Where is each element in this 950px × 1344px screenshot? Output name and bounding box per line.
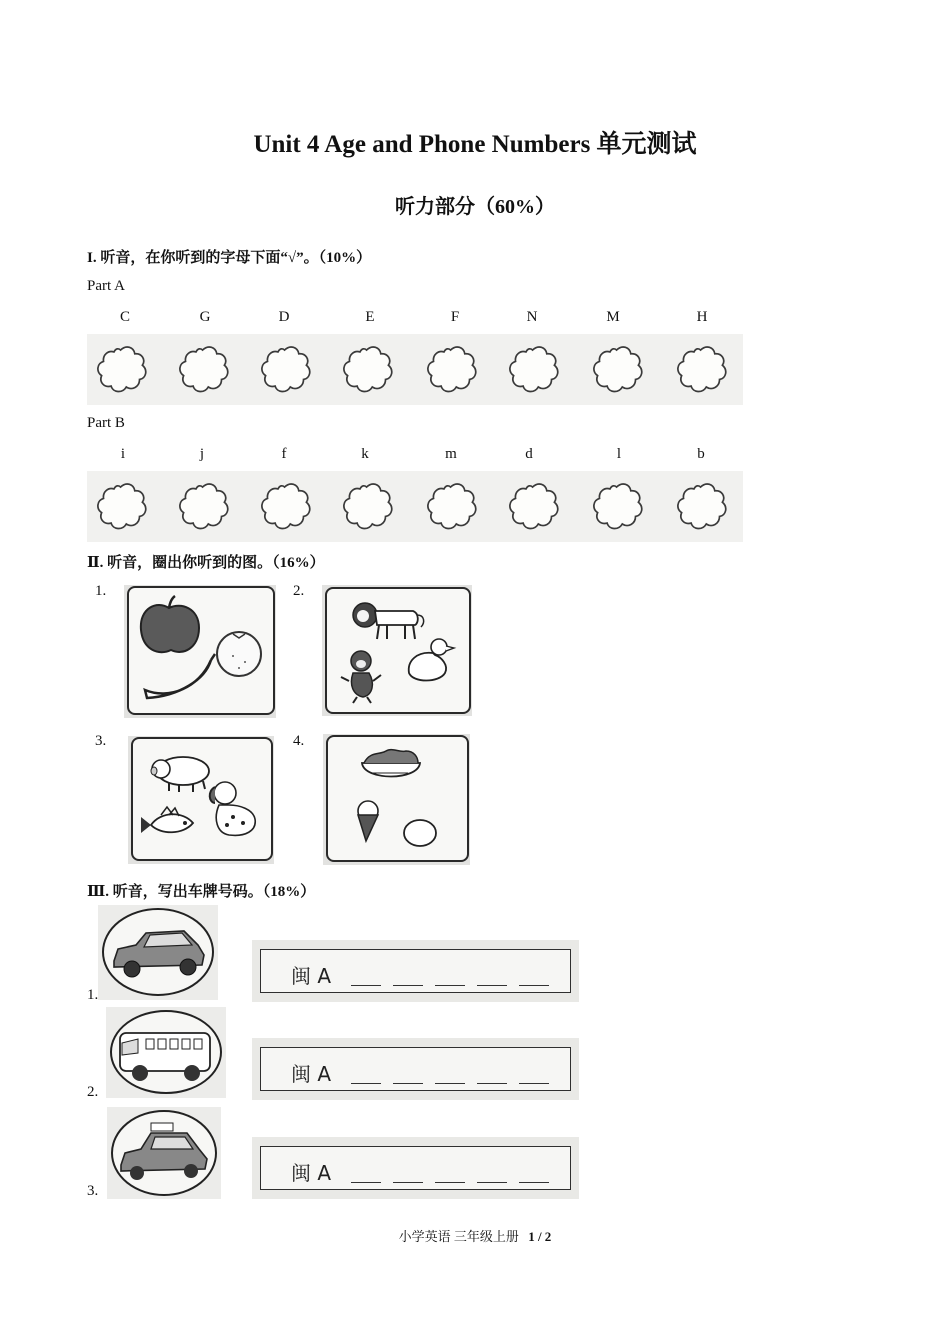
- flower-answer-box[interactable]: [341, 479, 395, 533]
- plate-blank[interactable]: [477, 1083, 507, 1084]
- egg-icon: [404, 820, 436, 846]
- flower-answer-box[interactable]: [259, 479, 313, 533]
- plate-blank[interactable]: [519, 985, 549, 986]
- plate-blank[interactable]: [519, 1083, 549, 1084]
- flower-answer-box[interactable]: [675, 479, 729, 533]
- footer-text: 小学英语 三年级上册: [398, 1229, 519, 1244]
- vehicle-picture: [107, 1107, 221, 1199]
- letter-m: m: [445, 446, 457, 462]
- flower-answer-box[interactable]: [425, 342, 479, 396]
- vehicle-picture: [98, 905, 218, 1000]
- plate-item-number: 1.: [87, 987, 99, 1003]
- flower-answer-box[interactable]: [177, 479, 231, 533]
- plate-blank[interactable]: [435, 1182, 465, 1183]
- flower-answer-box[interactable]: [95, 479, 149, 533]
- part-b-label: Part B: [87, 415, 125, 431]
- orange-icon: [217, 632, 261, 676]
- plate-prefix: 闽 A: [291, 1062, 332, 1086]
- picture-box-fruits[interactable]: [127, 586, 275, 715]
- letter-M: M: [606, 309, 620, 325]
- part-a-flower-strip: [87, 334, 743, 405]
- picture-box-pets[interactable]: [131, 737, 273, 861]
- letter-C: C: [119, 309, 130, 325]
- page-number: 1 / 2: [528, 1229, 552, 1244]
- section-2-heading: Ⅱ. 听音，圈出你听到的图。（16%）: [87, 555, 325, 571]
- letter-k: k: [361, 446, 369, 462]
- picture-item-number: 4.: [293, 733, 305, 749]
- flower-answer-box[interactable]: [177, 342, 231, 396]
- plate-prefix: 闽 A: [291, 1161, 332, 1185]
- letter-G: G: [199, 309, 211, 325]
- letter-F: F: [450, 309, 460, 325]
- plate-prefix: 闽 A: [291, 964, 332, 988]
- letter-j: j: [199, 446, 205, 462]
- apple-icon: [141, 596, 199, 652]
- lion-icon: [353, 603, 424, 639]
- plate-item-number: 3.: [87, 1183, 99, 1199]
- letter-f: f: [281, 446, 287, 462]
- plate-blank[interactable]: [351, 985, 381, 986]
- plate-blank[interactable]: [477, 1182, 507, 1183]
- letter-d: d: [525, 446, 533, 462]
- letter-E: E: [365, 309, 375, 325]
- picture-box-food[interactable]: [326, 735, 469, 862]
- vehicle-picture: [106, 1007, 226, 1098]
- plate-blank[interactable]: [435, 985, 465, 986]
- monkey-icon: [341, 651, 381, 703]
- section-1-heading: I. 听音，在你听到的字母下面“√”。（10%）: [87, 250, 372, 266]
- picture-item-number: 1.: [95, 583, 107, 599]
- flower-answer-box[interactable]: [95, 342, 149, 396]
- flower-answer-box[interactable]: [591, 342, 645, 396]
- duck-icon: [409, 639, 454, 681]
- letter-b: b: [697, 446, 705, 462]
- plate-blank[interactable]: [477, 985, 507, 986]
- page-title: Unit 4 Age and Phone Numbers 单元测试: [253, 131, 697, 158]
- picture-box-animals[interactable]: [325, 587, 471, 714]
- part-a-label: Part A: [87, 278, 125, 294]
- pig-icon: [151, 757, 209, 792]
- fish-icon: [141, 807, 193, 833]
- ice-cream-icon: [358, 801, 378, 841]
- letter-D: D: [278, 309, 290, 325]
- license-plate-box: [252, 1137, 579, 1199]
- plate-blank[interactable]: [393, 1083, 423, 1084]
- flower-answer-box[interactable]: [507, 479, 561, 533]
- flower-answer-box[interactable]: [259, 342, 313, 396]
- letter-l: l: [616, 446, 622, 462]
- flower-answer-box[interactable]: [591, 479, 645, 533]
- plate-blank[interactable]: [393, 985, 423, 986]
- picture-item-number: 3.: [95, 733, 107, 749]
- plate-blank[interactable]: [435, 1083, 465, 1084]
- flower-answer-box[interactable]: [507, 342, 561, 396]
- part-b-flower-strip: [87, 471, 743, 542]
- picture-item-number: 2.: [293, 583, 305, 599]
- plate-item-number: 2.: [87, 1084, 99, 1100]
- section-3-heading: Ⅲ. 听音，写出车牌号码。（18%）: [87, 884, 316, 900]
- letter-H: H: [696, 309, 708, 325]
- flower-answer-box[interactable]: [675, 342, 729, 396]
- letter-N: N: [526, 309, 538, 325]
- license-plate-box: [252, 1038, 579, 1100]
- plate-blank[interactable]: [351, 1182, 381, 1183]
- plate-blank[interactable]: [351, 1083, 381, 1084]
- license-plate-box: [252, 940, 579, 1002]
- flower-answer-box[interactable]: [425, 479, 479, 533]
- letter-i: i: [120, 446, 126, 462]
- plate-blank[interactable]: [519, 1182, 549, 1183]
- banana-icon: [145, 654, 215, 698]
- flower-answer-box[interactable]: [341, 342, 395, 396]
- salad-icon: [362, 750, 420, 777]
- page-footer: [0, 1226, 950, 1245]
- plate-blank[interactable]: [393, 1182, 423, 1183]
- dog-icon: [210, 782, 255, 835]
- listening-section-title: 听力部分（60%）: [395, 196, 555, 218]
